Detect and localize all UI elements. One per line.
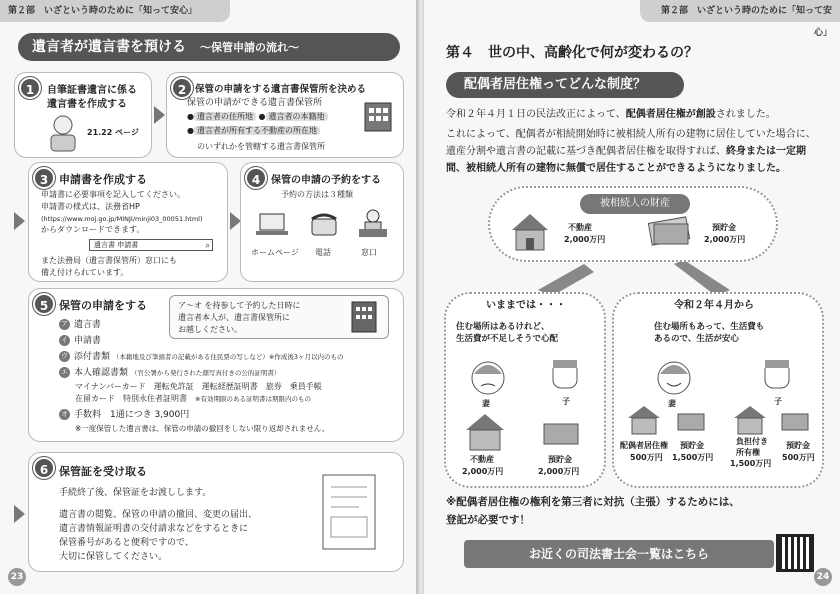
step6-line2: 遺言書の閲覧、保管の申請の撤回、変更の届出、 — [59, 510, 258, 520]
before-house-icon — [464, 412, 506, 452]
step6-line3: 遺言書情報証明書の交付請求などをするときに — [59, 524, 249, 534]
left-header: 第２部 いざという時のために「知って安心」 — [0, 0, 230, 22]
step5-id1: マイナンバーカード 運転免許証 運転経歴証明書 旅券 乗員手帳 — [75, 382, 322, 391]
step4-title: 保管の申請の予約をする — [271, 175, 381, 186]
wife-happy-icon — [654, 358, 694, 398]
before-money-icon — [538, 416, 584, 450]
step5-id2: 在留カード 特別永住者証明書 — [75, 394, 187, 403]
after-dep2-label: 預貯金 — [786, 441, 810, 450]
before-title: いままでは・・・ — [486, 300, 566, 311]
left-title-band — [18, 33, 400, 61]
after-own-label-2: 所有権 — [736, 448, 760, 457]
method-counter: 窓口 — [361, 248, 377, 257]
right-note-2: 登記が必要です！ — [446, 514, 530, 526]
step1-box — [14, 72, 152, 158]
step2-item1: 遺言者の住所地 — [194, 112, 256, 121]
after-dep1-label: 預貯金 — [680, 441, 704, 450]
estate-label: 被相続人の財産 — [580, 194, 690, 214]
mark-a: ア — [61, 320, 68, 328]
before-text-2: 生活費が不足しそうで心配 — [456, 334, 559, 344]
step3-line1: 申請書に必要事項を記入してください。 — [41, 190, 185, 199]
mark-b: イ — [61, 336, 68, 344]
right-title: 第４ 世の中、高齢化で何が変わるの？ — [446, 45, 698, 61]
estate-oval — [488, 186, 778, 262]
after-child-icon — [760, 356, 794, 394]
left-title: 遺言者が遺言書を預ける — [32, 39, 186, 55]
after-panel — [612, 292, 824, 488]
estate-realestate: 不動産 — [568, 223, 592, 232]
item-c-label: 添付書類 — [74, 352, 111, 362]
item-a-label: 遺言書 — [74, 320, 102, 330]
building-icon — [363, 99, 393, 133]
after-money-icon-2 — [778, 408, 812, 434]
right-page — [424, 0, 840, 594]
p2b: 終身または一定期間、被相続人所有の建物に無償で居住することができるようになりました。 — [446, 146, 806, 174]
step5-item-c — [59, 351, 343, 363]
step5-title: 保管の申請をする — [59, 299, 147, 312]
step3-box — [28, 162, 228, 282]
step3-line3: からダウンロードできます。 — [41, 225, 145, 234]
item-d-label: 本人確認書類 — [74, 368, 129, 378]
step6-line4: 保管番号があると便利ですので、 — [59, 538, 194, 548]
house-icon — [510, 212, 550, 252]
step2-items-row2 — [187, 125, 320, 137]
step2-items-row1 — [187, 111, 328, 123]
item-e-detail: 1通につき 3,900円 — [110, 410, 190, 420]
arrow-1-2 — [154, 106, 165, 124]
after-house-icon-1 — [626, 404, 662, 436]
step5-note1: ア～オ を持参して予約した日時に — [178, 301, 301, 310]
step5-item-b — [59, 335, 101, 347]
mark-e: オ — [61, 410, 68, 418]
estate-deposit-value: 2,000万円 — [704, 235, 746, 244]
right-note-1: ※配偶者居住権の権利を第三者に対抗（主張）するためには、 — [446, 496, 740, 508]
after-house-icon-2 — [732, 404, 768, 436]
item-d-detail: （官公署から発行された顔写真付きの公的証明書） — [130, 369, 281, 377]
step3-line5: 備え付けられています。 — [41, 268, 129, 277]
after-own-label-1: 負担付き — [736, 437, 768, 446]
left-page — [0, 0, 418, 594]
estate-realestate-value: 2,000万円 — [564, 235, 606, 244]
step5-id3: ※有効期限のある証明書は期限内のもの — [195, 395, 311, 403]
after-title: 令和２年４月から — [674, 300, 754, 311]
before-text-1: 住む場所はあるけれど、 — [456, 322, 550, 332]
step3-line4: また法務局（遺言書保管所）窓口にも — [41, 256, 177, 265]
arrow-2-3 — [14, 212, 25, 230]
certificate-document-icon — [319, 473, 379, 553]
counter-icon — [357, 207, 389, 239]
p2: これによって、配偶者が相続開始時に被相続人所有の建物に居住していた場合に、遺産分割や遺言書の記載に基づき配偶者居住権を取得すれば、 — [446, 129, 816, 157]
right-page-number: 24 — [814, 568, 832, 586]
step2-item3: 遺言者が所有する不動産の所在地 — [194, 126, 320, 135]
step1-page-ref: 21.22 ページ — [87, 128, 139, 137]
after-right-label: 配偶者居住権 — [620, 441, 668, 450]
left-subtitle: ～保管申請の流れ～ — [200, 41, 299, 54]
method-phone: 電話 — [315, 248, 331, 257]
step3-title: 申請書を作成する — [59, 173, 147, 186]
after-right-value: 500万円 — [630, 453, 663, 462]
step1-number: 1 — [19, 77, 41, 99]
before-dep-label: 預貯金 — [548, 455, 572, 464]
p1b: 配偶者居住権が創設 — [625, 109, 716, 120]
right-section-pill: 配偶者居住権ってどんな制度？ — [446, 72, 684, 98]
step5-number: 5 — [33, 293, 55, 315]
left-page-number: 23 — [8, 568, 26, 586]
after-money-icon-1 — [674, 408, 708, 434]
search-icon[interactable]: ⌕ — [205, 241, 210, 250]
step1-title-2: 遺言書を作成する — [47, 99, 127, 110]
after-child-label: 子 — [774, 397, 782, 406]
before-dep-value: 2,000万円 — [538, 467, 580, 476]
step2-marker-2: ● — [258, 112, 266, 121]
before-wife-label: 妻 — [482, 399, 490, 408]
step5-box — [28, 288, 404, 442]
item-b-label: 申請書 — [74, 336, 102, 346]
phone-icon — [309, 211, 339, 239]
estate-deposit: 預貯金 — [712, 223, 736, 232]
right-para-1 — [446, 106, 824, 123]
child-icon — [548, 356, 582, 394]
p1c: されました。 — [715, 109, 776, 120]
step2-marker-3: ● — [187, 126, 194, 135]
shihou-list-link-button[interactable] — [464, 540, 774, 568]
search-box-text: 遺言書 申請書 — [94, 241, 139, 249]
after-wife-label: 妻 — [668, 399, 676, 408]
after-own-value: 1,500万円 — [730, 459, 772, 468]
right-header: 第２部 いざという時のために「知って安心」 — [640, 0, 840, 22]
step6-title: 保管証を受け取る — [59, 465, 147, 478]
wife-worried-icon — [468, 358, 508, 398]
after-dep2-value: 500万円 — [782, 453, 815, 462]
item-c-detail: （本籍地及び筆頭者の記載がある住民票の写しなど）※作成後3ヶ月以内のもの — [112, 353, 344, 361]
office-building-icon — [350, 300, 378, 334]
step5-item-a — [59, 319, 101, 331]
search-box[interactable] — [89, 239, 213, 251]
step6-box — [28, 452, 404, 572]
step2-title: 保管の申請をする遺言書保管所を決める — [195, 84, 367, 95]
before-re-label: 不動産 — [470, 455, 494, 464]
step6-line1: 手続終了後、保管証をお渡しします。 — [59, 488, 212, 498]
step2-footer: のいずれかを管轄する遺言書保管所 — [197, 142, 325, 151]
money-icon — [646, 214, 692, 250]
step2-number: 2 — [171, 77, 193, 99]
p1a: 令和２年４月１日の民法改正によって、 — [446, 109, 626, 120]
before-panel — [444, 292, 606, 488]
step2-box — [166, 72, 404, 158]
step5-item-e — [59, 409, 189, 421]
step4-sub: 予約の方法は３種類 — [281, 190, 353, 199]
step3-url[interactable]: (https://www.moj.go.jp/MINJI/minji03_00051.html) — [41, 215, 203, 223]
step3-number: 3 — [33, 167, 55, 189]
after-text-2: あるので、生活が安心 — [654, 334, 739, 344]
step2-marker-1: ● — [187, 112, 194, 121]
step4-number: 4 — [245, 167, 267, 189]
method-homepage: ホームページ — [251, 248, 299, 257]
after-dep1-value: 1,500万円 — [672, 453, 714, 462]
step5-note2: 遺言者本人が、遺言書保管所に — [178, 313, 290, 322]
cta-label: お近くの司法書士会一覧はこちら — [528, 547, 709, 561]
step3-line2: 申請書の様式は、法務省HP — [41, 202, 140, 211]
step5-fee-note: ※一度保管した遺言書は、保管の申請の撤回をしない限り返却されません。 — [75, 424, 330, 433]
step5-id2-row — [75, 393, 311, 405]
mark-d: エ — [61, 368, 68, 376]
before-child-label: 子 — [562, 397, 570, 406]
after-text-1: 住む場所もあって、生活費も — [654, 322, 765, 332]
step5-item-d — [59, 367, 280, 379]
step5-note3: お越しください。 — [178, 325, 242, 334]
item-e-label: 手数料 — [74, 410, 102, 420]
step2-sub: 保管の申請ができる遺言書保管所 — [187, 98, 323, 108]
qr-code-icon[interactable] — [776, 534, 814, 572]
step1-title-1: 自筆証書遺言に係る — [47, 85, 137, 96]
laptop-icon — [255, 211, 289, 239]
mark-c: ウ — [61, 352, 68, 360]
before-re-value: 2,000万円 — [462, 467, 504, 476]
step5-note-box — [169, 295, 389, 339]
right-para-2 — [446, 126, 824, 177]
step6-number: 6 — [33, 457, 55, 479]
elderly-person-icon — [45, 113, 81, 153]
step6-line5: 大切に保管してください。 — [59, 552, 168, 562]
arrow-5-6 — [14, 505, 25, 523]
step4-box — [240, 162, 404, 282]
step2-item2: 遺言者の本籍地 — [266, 112, 328, 121]
